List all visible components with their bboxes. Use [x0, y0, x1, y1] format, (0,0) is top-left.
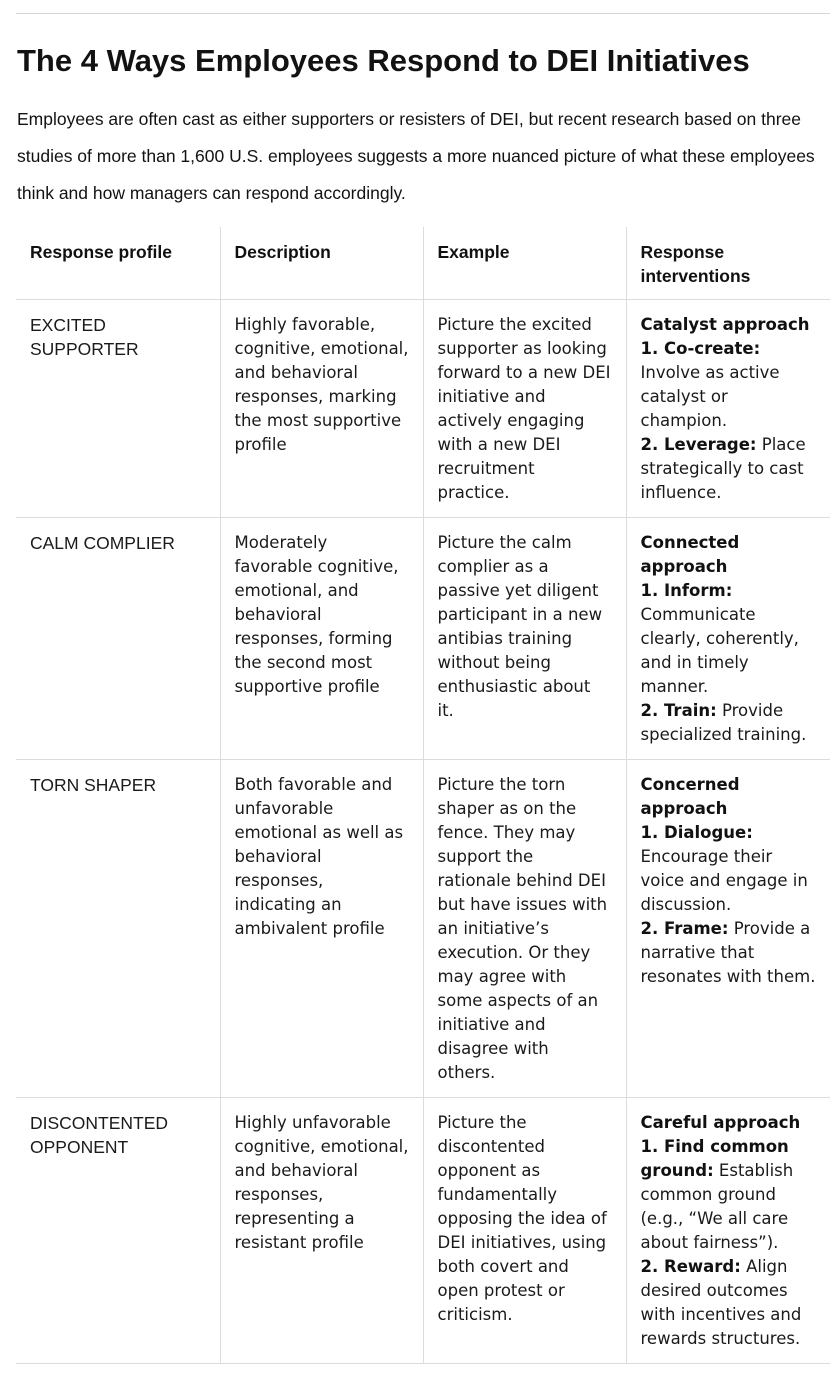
description-cell: Moderately favorable cognitive, emotional, and behavioral responses, forming the second most supportive profile — [220, 518, 423, 760]
intervention-step — [641, 337, 817, 433]
example-cell: Picture the discontented opponent as fundamentally opposing the idea of DEI initiatives, using both covert and open protest or criticism. — [423, 1098, 626, 1364]
step-label: 2. Frame: — [640, 919, 729, 938]
table-row — [16, 760, 830, 1098]
step-text: Communicate clearly, coherently, and in timely manner. — [640, 605, 799, 696]
interventions-cell — [626, 760, 830, 1098]
intervention-step — [641, 579, 817, 699]
profile-cell: DISCONTENTED OPPONENT — [16, 1098, 220, 1364]
top-divider — [16, 13, 830, 14]
step-label: 1. Co-create: — [640, 339, 761, 358]
table-row — [16, 1098, 830, 1364]
page-title: The 4 Ways Employees Respond to DEI Initiatives — [17, 43, 750, 78]
step-text: Involve as active catalyst or champion. — [640, 363, 780, 430]
header-response-interventions: Response interventions — [626, 227, 830, 300]
description-cell: Highly unfavorable cognitive, emotional, and behavioral responses, representing a resistant profile — [220, 1098, 423, 1364]
intervention-step — [641, 821, 817, 917]
profile-cell: TORN SHAPER — [16, 760, 220, 1098]
header-description: Description — [220, 227, 423, 300]
example-cell: Picture the torn shaper as on the fence. They may support the rationale behind DEI but have issues with an initiative’s execution. Or they may agree with some aspects of an initiative and disagree with others. — [423, 760, 626, 1098]
intervention-step — [641, 699, 817, 747]
response-profiles-table — [16, 227, 830, 1364]
step-label: 1. Dialogue: — [640, 823, 753, 842]
description-cell: Highly favorable, cognitive, emotional, and behavioral responses, marking the most supportive profile — [220, 300, 423, 518]
step-text: Provide a narrative that resonates with them. — [640, 919, 816, 986]
step-text: Place strategically to cast influence. — [640, 435, 806, 502]
intervention-step — [641, 433, 817, 505]
header-response-profile: Response profile — [16, 227, 220, 300]
intro-paragraph: Employees are often cast as either supporters or resisters of DEI, but recent research based on three studies of more than 1,600 U.S. employees suggests a more nuanced picture of what these employees think and how managers can respond accordingly. — [17, 109, 815, 203]
intervention-step — [641, 1255, 817, 1351]
step-label: 2. Reward: — [640, 1257, 741, 1276]
step-text: Align desired outcomes with incentives and rewards structures. — [640, 1257, 802, 1348]
profile-cell: CALM COMPLIER — [16, 518, 220, 760]
approach-title: Concerned approach — [640, 775, 740, 818]
example-cell: Picture the calm complier as a passive yet diligent participant in a new antibias training without being enthusiastic about it. — [423, 518, 626, 760]
step-label: 1. Find common ground: — [640, 1137, 789, 1180]
interventions-cell — [626, 300, 830, 518]
intervention-step — [641, 917, 817, 989]
step-text: Provide specialized training. — [640, 701, 807, 744]
profile-cell: EXCITED SUPPORTER — [16, 300, 220, 518]
step-text: Establish common ground (e.g., “We all care about fairness”). — [640, 1161, 794, 1252]
step-label: 2. Leverage: — [640, 435, 757, 454]
approach-title: Careful approach — [640, 1113, 801, 1132]
step-label: 2. Train: — [640, 701, 717, 720]
table-row — [16, 300, 830, 518]
approach-title: Catalyst approach — [640, 315, 810, 334]
header-example: Example — [423, 227, 626, 300]
interventions-cell — [626, 1098, 830, 1364]
step-text: Encourage their voice and engage in discussion. — [640, 847, 808, 914]
interventions-cell — [626, 518, 830, 760]
table-row — [16, 518, 830, 760]
approach-title: Connected approach — [640, 533, 740, 576]
step-label: 1. Inform: — [640, 581, 733, 600]
intervention-step — [641, 1135, 817, 1255]
table-header-row — [16, 227, 830, 300]
example-cell: Picture the excited supporter as looking forward to a new DEI initiative and actively engaging with a new DEI recruitment practice. — [423, 300, 626, 518]
description-cell: Both favorable and unfavorable emotional as well as behavioral responses, indicating an ambivalent profile — [220, 760, 423, 1098]
